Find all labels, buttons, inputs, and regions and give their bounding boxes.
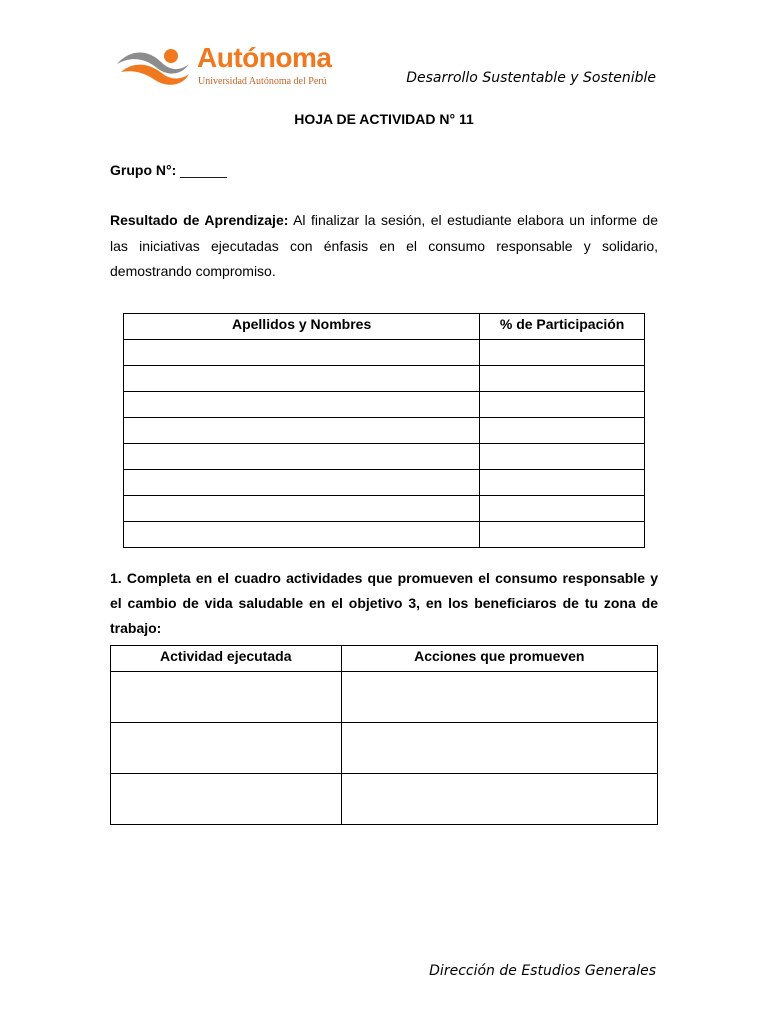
group-label: Grupo N°: — [110, 162, 177, 178]
column-header-names: Apellidos y Nombres — [124, 314, 480, 340]
table-row — [111, 774, 658, 825]
table-row — [124, 392, 645, 418]
name-cell[interactable] — [124, 496, 480, 522]
activities-table — [110, 645, 658, 825]
actions-cell[interactable] — [341, 672, 657, 723]
question-1: 1. Completa en el cuadro actividades que promueven el consumo responsable y el cambio de vida saludable en el objetivo 3, en los beneficiaros de tu zona de trabajo: — [110, 570, 658, 636]
logo-subtitle: Universidad Autónoma del Perú — [198, 76, 327, 87]
table-row — [111, 723, 658, 774]
activity-cell[interactable] — [111, 672, 342, 723]
table-row — [111, 672, 658, 723]
table-row — [124, 366, 645, 392]
participation-cell[interactable] — [480, 522, 645, 548]
participants-table — [123, 313, 645, 548]
course-title: Desarrollo Sustentable y Sostenible — [406, 70, 656, 86]
name-cell[interactable] — [124, 392, 480, 418]
learning-outcome-label: Resultado de Aprendizaje: — [110, 212, 289, 228]
participation-cell[interactable] — [480, 496, 645, 522]
university-logo — [113, 42, 353, 94]
table-row — [124, 340, 645, 366]
name-cell[interactable] — [124, 366, 480, 392]
activity-cell[interactable] — [111, 774, 342, 825]
table-row — [124, 444, 645, 470]
participation-cell[interactable] — [480, 418, 645, 444]
logo-swoosh-icon — [113, 46, 193, 92]
actions-cell[interactable] — [341, 723, 657, 774]
footer-text: Dirección de Estudios Generales — [429, 963, 656, 979]
document-title: HOJA DE ACTIVIDAD N° 11 — [294, 111, 474, 127]
logo-name: Autónoma — [197, 42, 332, 73]
name-cell[interactable] — [124, 522, 480, 548]
learning-outcome — [110, 208, 658, 285]
activity-cell[interactable] — [111, 723, 342, 774]
participation-cell[interactable] — [480, 444, 645, 470]
actions-cell[interactable] — [341, 774, 657, 825]
learning-outcome-text: Al finalizar la sesión, el estudiante elabora un informe de las iniciativas ejecutadas con énfasis en el consumo responsable y solidario, demostrando compromiso. — [110, 212, 658, 279]
group-field — [110, 162, 227, 178]
participation-cell[interactable] — [480, 340, 645, 366]
participation-cell[interactable] — [480, 470, 645, 496]
name-cell[interactable] — [124, 470, 480, 496]
table-row — [124, 522, 645, 548]
column-header-participation: % de Participación — [480, 314, 645, 340]
participation-cell[interactable] — [480, 366, 645, 392]
table-row — [124, 418, 645, 444]
column-header-activity: Actividad ejecutada — [111, 646, 342, 672]
name-cell[interactable] — [124, 418, 480, 444]
column-header-actions: Acciones que promueven — [341, 646, 657, 672]
table-row — [124, 496, 645, 522]
participation-cell[interactable] — [480, 392, 645, 418]
name-cell[interactable] — [124, 444, 480, 470]
group-blank: ______ — [180, 162, 227, 178]
name-cell[interactable] — [124, 340, 480, 366]
table-row — [124, 470, 645, 496]
